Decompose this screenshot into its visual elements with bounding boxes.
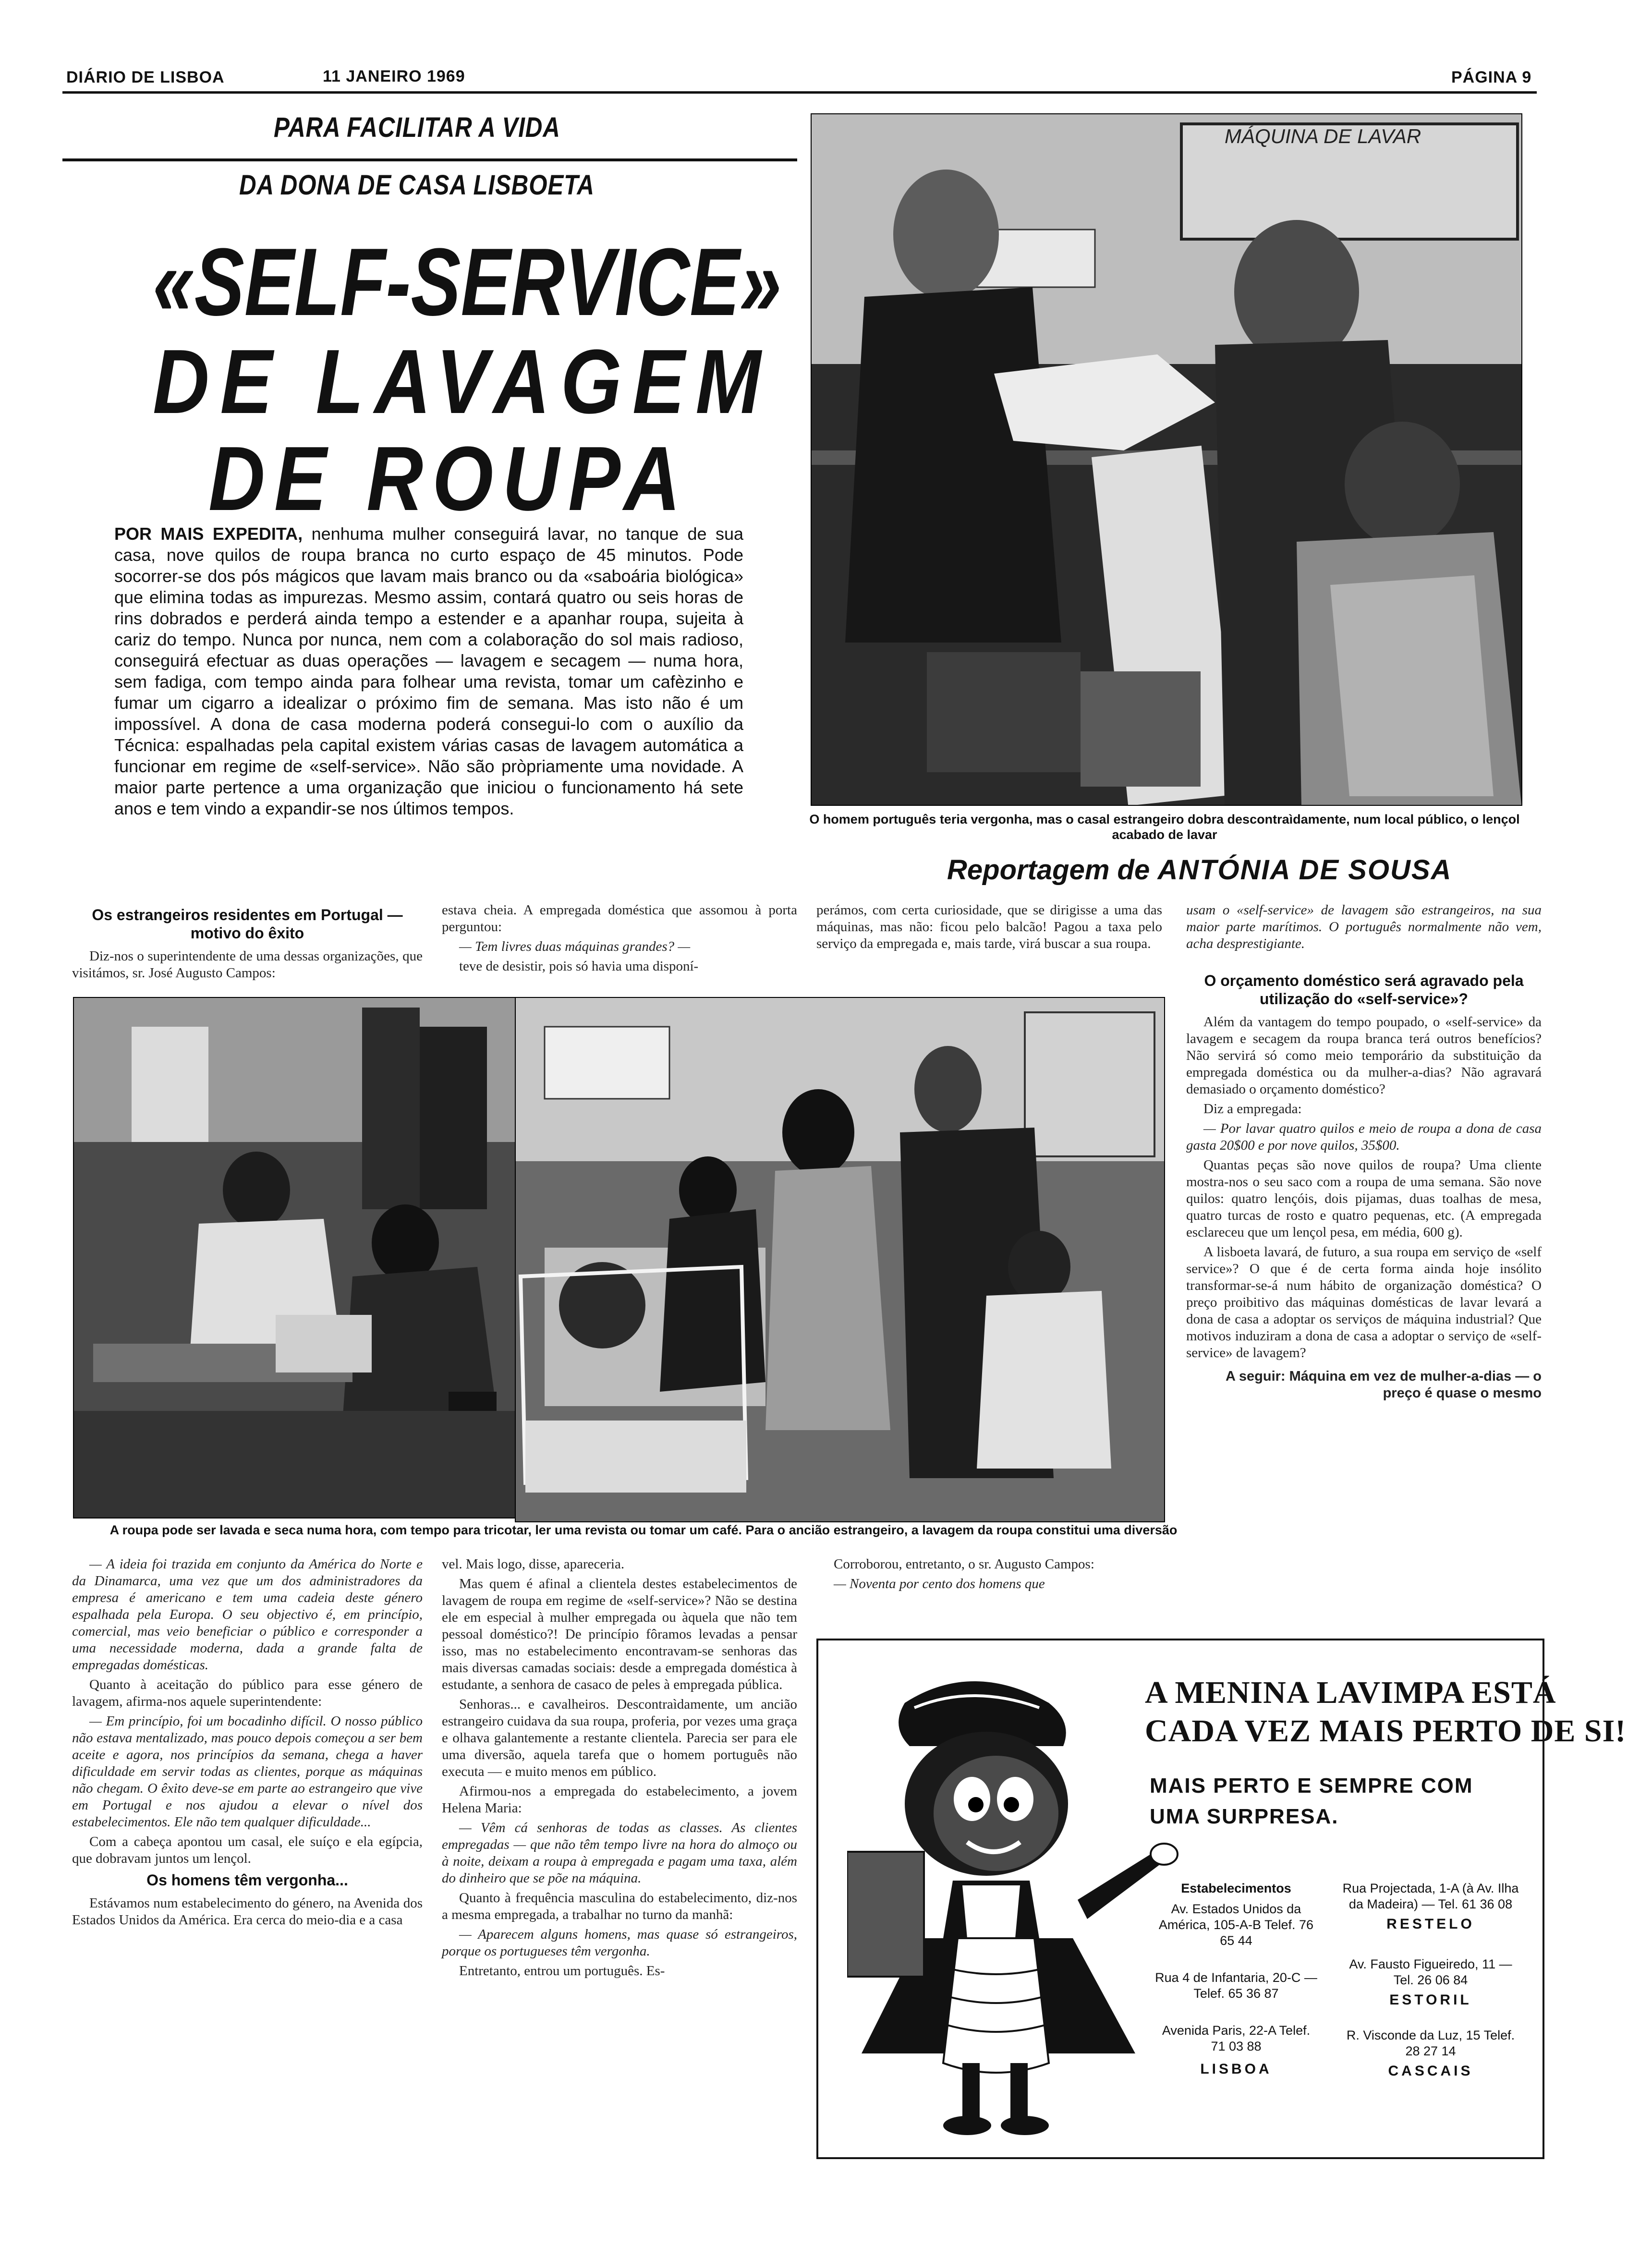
paragraph: vel. Mais logo, disse, apareceria.: [442, 1556, 625, 1572]
subhead-foreigners: Os estrangeiros residentes em Portugal — motivo do êxito: [92, 906, 403, 942]
paragraph: teve de desistir, pois só havia uma disponí-: [459, 959, 699, 974]
headline-line-1: «SELF-SERVICE»: [153, 229, 782, 336]
ad-city: CASCAIS: [1388, 2063, 1473, 2079]
paragraph: Mas quem é afinal a clientela destes estabelecimentos de lavagem de roupa em regime de «self-service»? Não se destina ele em especial à mulher empregada ou àquela que não tem pessoal doméstico?! De princípio fôramos levadas a pensar isso, mas no estabelecimento encontravam-se senhoras das mais diversas camadas sociais: desde a empregada doméstica à estudante, a senhora de casaco de peles à empregada pública.: [442, 1576, 797, 1692]
ad-address: Avenida Paris, 22-A Telef. 71 03 88: [1162, 2023, 1311, 2053]
paragraph: — Vêm cá senhoras de todas as classes. As clientes empregadas — que não têm tempo livre na hora do almoço ou à noite, deixam a roupa à empregada e pagam uma taxa, além do dinheiro que se põe na máquina.: [442, 1820, 797, 1886]
paragraph: usam o «self-service» de lavagem são estrangeiros, na sua maior parte marítimos. O português normalmente não vem, acha desprestigiante.: [1186, 902, 1542, 951]
column-1-top: [72, 902, 423, 984]
paragraph: Afirmou-nos a empregada do estabelecimento, a jovem Helena Maria:: [442, 1784, 797, 1816]
ad-establishments-title: Estabelecimentos: [1181, 1881, 1291, 1895]
paragraph: — Em princípio, foi um bocadinho difícil. O nosso público não estava mentalizado, mas pouco depois começou a ser bem aceite e agora, nos princípios da semana, chega a haver dificuldade em servir todas as clientes, porque as máquinas não chegam. O êxito deve-se em parte ao estrangeiro que vive em Portugal e nos ajudou a elevar o nível dos estabelecimentos. Ele não tem qualquer dificuldade...: [72, 1713, 423, 1830]
ad-subheading-2: UMA SURPRESA.: [1150, 1805, 1339, 1828]
paragraph: Entretanto, entrou um português. Es-: [459, 1963, 665, 1979]
paragraph: estava cheia. A empregada doméstica que assomou à porta perguntou:: [442, 902, 797, 935]
top-photo-caption: O homem português teria vergonha, mas o casal estrangeiro dobra descontraìdamente, num local público, o lençol acabado de lavar: [809, 812, 1520, 842]
lavimpa-advertisement: [816, 1639, 1627, 2159]
laundry-machines-photo: [516, 998, 1164, 1521]
subhead-men-shame: Os homens têm vergonha...: [146, 1871, 348, 1889]
ad-city: RESTELO: [1386, 1916, 1475, 1932]
paragraph: Estávamos num estabelecimento do género, na Avenida dos Estados Unidos da América. Era cerca do meio-dia e a casa: [72, 1895, 423, 1928]
ad-address: R. Visconde da Luz, 15 Telef. 28 27 14: [1346, 2028, 1515, 2058]
paragraph: Quanto à aceitação do público para esse género de lavagem, afirma-nos aquele superintendente:: [72, 1677, 423, 1709]
column-3-top: [816, 902, 1162, 955]
newspaper-name: DIÁRIO DE LISBOA: [66, 68, 225, 86]
paragraph: — Noventa por cento dos homens que: [834, 1576, 1045, 1591]
byline: [947, 854, 1452, 886]
paragraph: perámos, com certa curiosidade, que se dirigisse a uma das máquinas, mas não: ficou pelo balcão! Pagou a taxa pelo serviço da empregada e, mais tarde, virá buscar a sua roupa.: [816, 902, 1162, 951]
ad-headline-1: A MENINA LAVIMPA ESTÁ: [1145, 1675, 1556, 1710]
column-2-bottom: [442, 1556, 797, 1982]
headline-kicker-1: PARA FACILITAR A VIDA: [274, 112, 560, 143]
paragraph: Diz a empregada:: [1203, 1101, 1302, 1117]
paragraph: Quantas peças são nove quilos de roupa? Uma cliente mostra-nos o seu saco com a roupa de uma semana. São nove quilos: quatro lençóis, dois pijamas, duas toalhas de mesa, quatro turcas de rosto e quatro pequenas, etc. (A empregada esclareceu que um lençol pesa, em média, 600 g).: [1186, 1157, 1542, 1240]
paragraph: — A ideia foi trazida em conjunto da América do Norte e da Dinamarca, uma vez que um dos administradores da empresa é americano e tem uma cadeia deste género espalhada pela Europa. O seu objectivo é, em princípio, comercial, mas veio beneficiar o público e corresponder a uma necessidade moderna, dada a grande falta de empregadas domésticas.: [72, 1556, 423, 1673]
ad-headline-2: CADA VEZ MAIS PERTO DE SI!: [1145, 1713, 1627, 1749]
lead-text: nenhuma mulher conseguirá lavar, no tanque de sua casa, nove quilos de roupa branca no curto espaço de 45 minutos. Pode socorrer-se dos pós mágicos que lavam mais branco ou da «saboária biológica» que elimina todas as impurezas. Mesmo assim, contará quatro ou seis horas de rins dobrados e perderá ainda tempo a estender e a apanhar roupa, sujeita à cariz do tempo. Nunca por nunca, nem com a colaboração do sol mais radioso, conseguirá efectuar as duas operações — lavagem e secagem — numa hora, sem fadiga, com tempo ainda para folhear uma revista, tomar um cafèzinho e fumar um cigarro a idealizar o próximo fim de semana. Mas isto não é um impossível. A dona de casa moderna poderá consegui-lo com o auxílio da Técnica: espalhadas pela capital existem várias casas de lavagem automática a funcionar em regime de «self-service». Não são pròpriamente uma novidade. A maior parte pertence a uma organização que iniciou o funcionamento há sete anos e tem vindo a expandir-se nos últimos tempos.: [114, 524, 743, 818]
paragraph: — Tem livres duas máquinas grandes? —: [459, 939, 691, 954]
ad-addresses-right: [1342, 1881, 1519, 2079]
ad-address: Rua 4 de Infantaria, 20-C — Telef. 65 36 87: [1155, 1970, 1317, 2001]
paragraph: Diz-nos o superintendente de uma dessas organizações, que visitámos, sr. José Augusto Campos:: [72, 948, 423, 981]
paragraph: Com a cabeça apontou um casal, ele suíço e ela egípcia, que dobravam juntos um lençol.: [72, 1834, 423, 1866]
subhead-budget: O orçamento doméstico será agravado pela utilização do «self-service»?: [1204, 972, 1524, 1008]
byline-author: ANTÓNIA DE SOUSA: [1157, 854, 1452, 886]
laundry-couple-photo: [812, 114, 1521, 805]
issue-date: 11 JANEIRO 1969: [323, 67, 465, 85]
headline-kicker-2: DA DONA DE CASA LISBOETA: [239, 170, 595, 201]
ad-address: Rua Projectada, 1-A (à Av. Ilha da Madeira) — Tel. 61 36 08: [1342, 1881, 1519, 1911]
bottom-center-photo: [515, 997, 1165, 1522]
top-photo-sign: MÁQUINA DE LAVAR: [1225, 125, 1421, 147]
masthead-rule: [62, 91, 1537, 94]
lead-paragraph: [114, 523, 743, 819]
ad-address: Av. Estados Unidos da América, 105-A-B Telef. 76 65 44: [1158, 1902, 1314, 1948]
paragraph: A lisboeta lavará, de futuro, a sua roupa em serviço de «self service»? O que é de certa forma ainda hoje insólito transformar-se-á num hábito de organização doméstica? O preço proibitivo das máquinas domésticas de lavar levará a dona de casa a adoptar os serviços de máquina industrial? Que motivos induziram a dona de casa a adoptar o serviço de «self-service» de lavagem?: [1186, 1244, 1542, 1360]
paragraph: Corroborou, entretanto, o sr. Augusto Campos:: [834, 1556, 1094, 1572]
byline-prefix: Reportagem de: [947, 854, 1150, 886]
column-4: [1186, 902, 1542, 1405]
column-3-bottom: [816, 1556, 1172, 1595]
bottom-left-photo: [73, 997, 522, 1518]
paragraph: Além da vantagem do tempo poupado, o «self-service» da lavagem e secagem da roupa branca terá outros benefícios? Não servirá só como meio temporário da substituição da empregada doméstica ou da mulher-a-dias? Não agravará demasiado o orçamento doméstico?: [1186, 1014, 1542, 1097]
laundry-clients-photo: [74, 998, 522, 1518]
ad-address: Av. Fausto Figueiredo, 11 — Tel. 26 06 84: [1349, 1957, 1512, 1987]
ad-subheading-1: MAIS PERTO E SEMPRE COM: [1150, 1774, 1473, 1797]
paragraph: — Aparecem alguns homens, mas quase só estrangeiros, porque os portugueses têm vergonha.: [442, 1927, 797, 1959]
bottom-photo-caption: A roupa pode ser lavada e seca numa hora, com tempo para tricotar, ler uma revista ou tomar um café. Para o ancião estrangeiro, a lavagem da roupa constitui uma diversão: [109, 1523, 1178, 1537]
top-photo: [811, 113, 1522, 806]
column-1-bottom: [72, 1556, 423, 1931]
lavimpa-mascot-illustration: [847, 1669, 1183, 2145]
continued-next: A seguir: Máquina em vez de mulher-a-dias — o preço é quase o mesmo: [1225, 1369, 1542, 1401]
ad-city: LISBOA: [1200, 2061, 1272, 2077]
column-2-top: [442, 902, 797, 978]
ad-addresses-left: [1154, 1881, 1318, 2077]
paragraph: Quanto à frequência masculina do estabelecimento, diz-nos a mesma empregada, a trabalhar no turno da manhã:: [442, 1890, 797, 1922]
page-number: PÁGINA 9: [1451, 68, 1532, 86]
lead-opening: POR MAIS EXPEDITA,: [114, 524, 303, 544]
ad-city: ESTORIL: [1389, 1992, 1472, 2008]
paragraph: — Por lavar quatro quilos e meio de roupa a dona de casa gasta 20$00 e por nove quilos, 35$00.: [1186, 1121, 1542, 1153]
headline-line-3: DE ROUPA: [208, 428, 690, 530]
headline-line-2: DE LAVAGEM: [153, 331, 772, 433]
headline-rule: [62, 158, 797, 161]
paragraph: Senhoras... e cavalheiros. Descontraìdamente, um ancião estrangeiro cuidava da sua roupa, proferia, por vezes uma graça e olhava galantemente a restante clientela. Parecia ser para ele uma diversão, aquela tarefa que o homem português não executa — e muito menos em público.: [442, 1697, 797, 1779]
